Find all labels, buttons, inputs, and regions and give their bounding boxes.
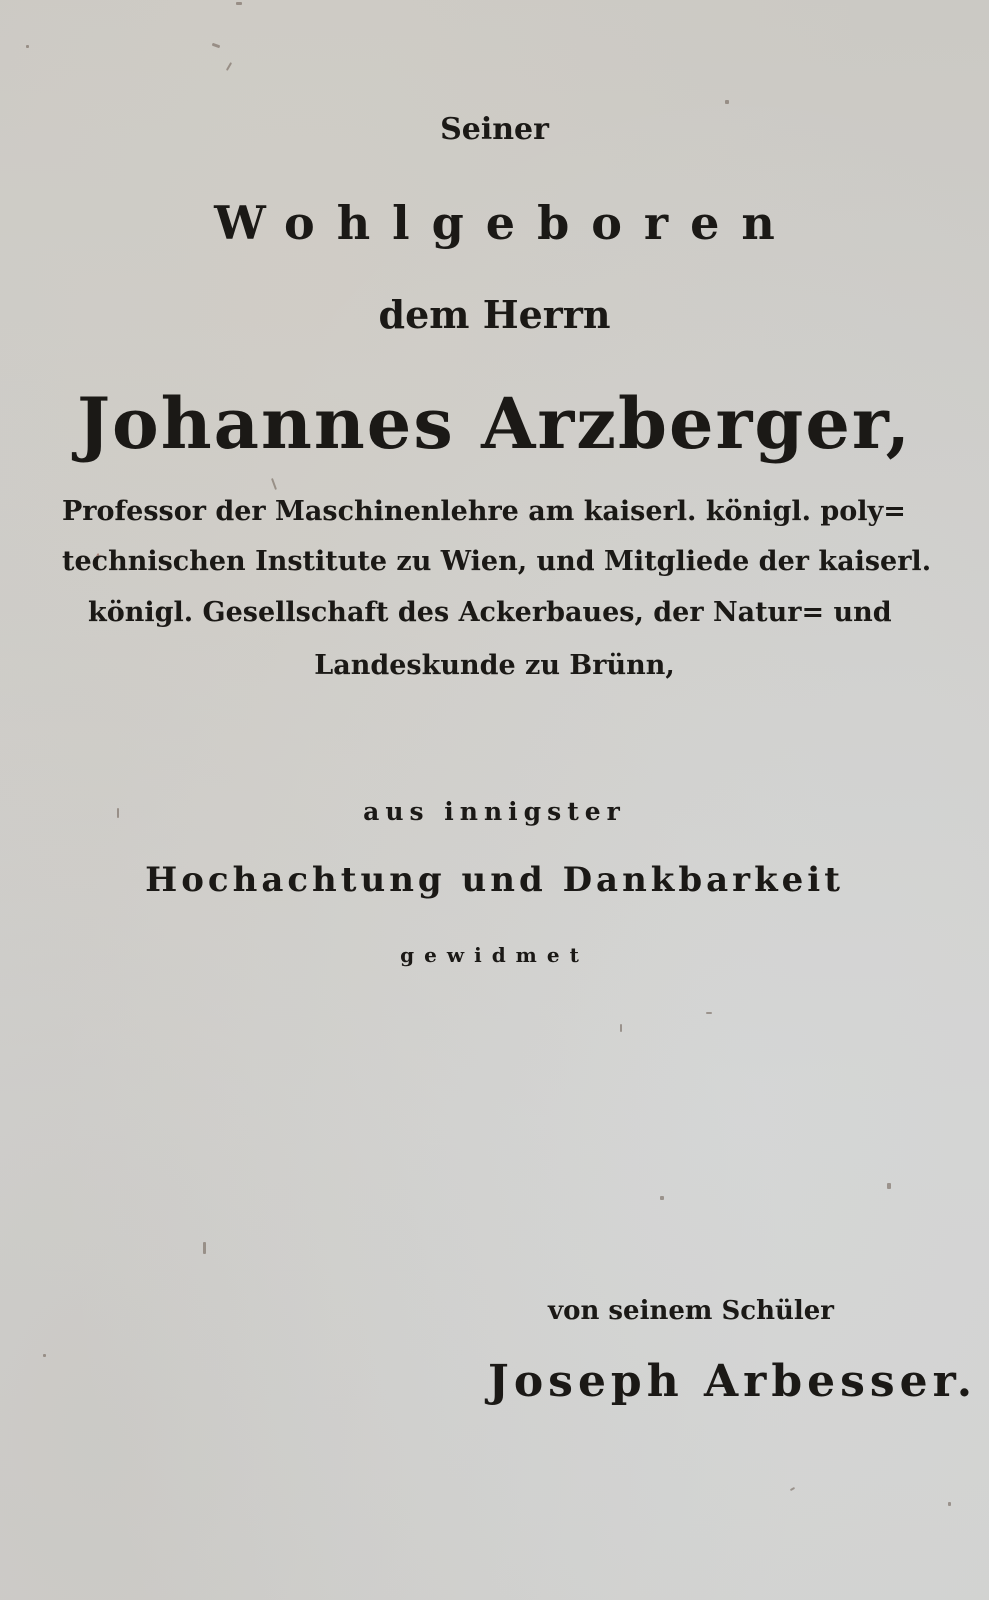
paper-speck [706, 1012, 712, 1014]
paper-speck [948, 1502, 951, 1506]
paper-speck [26, 45, 29, 48]
salutation-line: Seiner [440, 112, 549, 147]
paper-speck [887, 1183, 891, 1189]
honorific-line: Wohlgeboren [214, 196, 797, 250]
paper-speck [43, 1354, 46, 1357]
paper-speck [236, 2, 242, 5]
paper-speck [660, 1196, 664, 1200]
recipient-description-line-2: technischen Institute zu Wien, und Mitgliede der kaiserl. [62, 546, 932, 577]
recipient-description-line-1: Professor der Maschinenlehre am kaiserl. königl. poly= [62, 496, 906, 527]
recipient-description-line-3: königl. Gesellschaft des Ackerbaues, der Natur= und [88, 597, 892, 628]
author-name: Joseph Arbesser. [488, 1356, 978, 1407]
paper-speck [226, 62, 232, 71]
from-line: von seinem Schüler [548, 1296, 834, 1326]
paper-speck [790, 1487, 795, 1491]
recipient-description-line-4: Landeskunde zu Brünn, [314, 650, 675, 681]
recipient-name: Johannes Arzberger, [76, 382, 913, 465]
sentiment-line: Hochachtung und Dankbarkeit [145, 860, 844, 900]
dedicated-line: gewidmet [400, 943, 589, 967]
paper-speck [620, 1024, 622, 1032]
paper-speck [725, 100, 729, 104]
preface-line: aus innigster [363, 797, 626, 826]
address-line: dem Herrn [378, 292, 611, 337]
paper-speck [203, 1242, 206, 1254]
paper-speck [212, 43, 221, 49]
